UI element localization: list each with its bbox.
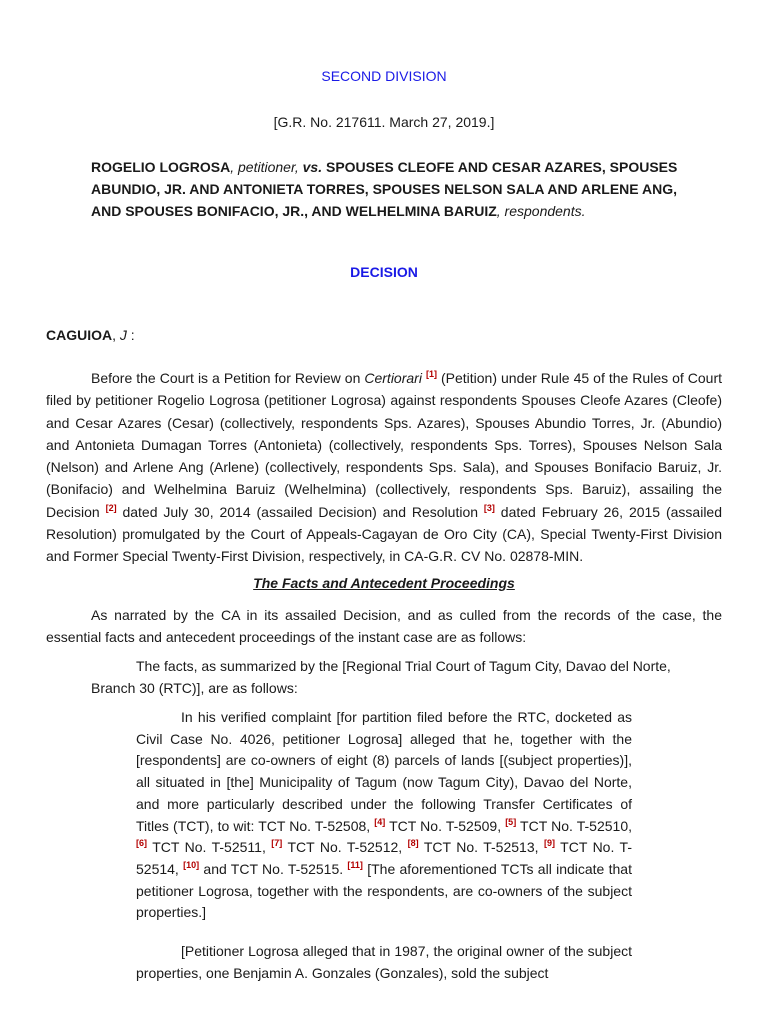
para1-certiorari: Certiorari bbox=[364, 370, 422, 386]
respondents-role: , respondents. bbox=[496, 203, 586, 219]
footnote-link-5[interactable]: [5] bbox=[505, 816, 517, 827]
para1-text-1: Before the Court is a Petition for Review on bbox=[91, 370, 365, 386]
decision-title: DECISION bbox=[350, 264, 418, 280]
quote2-text-1: In his verified complaint [for partition filed before the RTC, docketed as Civil Case No. 4026, petitioner Logrosa] alleged that he, together with the [respondents] are co-owners of eight (8) parcels of lands [(subject properties)], all situated in [the] Municipality of Tagum (now Tagum City), Davao del Norte, and more particularly described under the following Transfer Certificates of Titles (TCT), to wit: TCT No. T-52508, bbox=[136, 709, 632, 834]
footnote-link-9[interactable]: [9] bbox=[543, 838, 555, 849]
para1-text-4: dated February 26, 2015 (assailed Resolution) promulgated by the Court of Appeals-Cagayan de Oro City (CA), Special Twenty-First Division and Former Special Twenty-First Division, respectively, in CA-G.R. CV No. 02878-MIN. bbox=[46, 503, 723, 565]
versus-label: vs. bbox=[302, 159, 323, 175]
quoted-allegation-paragraph bbox=[136, 941, 632, 984]
footnote-link-3[interactable]: [3] bbox=[483, 502, 495, 513]
paragraph-narration bbox=[46, 604, 722, 649]
case-parties bbox=[91, 156, 691, 222]
ponente bbox=[46, 327, 135, 343]
quote2-text-6: TCT No. T-52513, bbox=[418, 839, 544, 856]
footnote-link-8[interactable]: [8] bbox=[407, 838, 419, 849]
petitioner-name: ROGELIO LOGROSA bbox=[91, 159, 231, 175]
footnote-link-4[interactable]: [4] bbox=[374, 816, 386, 827]
ponente-suffix: : bbox=[126, 327, 135, 343]
ponente-title: J bbox=[119, 327, 127, 343]
quoted-complaint-paragraph bbox=[136, 707, 632, 924]
case-number: [G.R. No. 217611. March 27, 2019.] bbox=[273, 114, 495, 130]
para2-text: As narrated by the CA in its assailed Decision, and as culled from the records of the case, the essential facts and antecedent proceedings of the instant case are as follows: bbox=[46, 607, 722, 646]
petitioner-role: , petitioner, bbox=[230, 159, 303, 175]
footnote-link-7[interactable]: [7] bbox=[271, 838, 283, 849]
quote2-text-3: TCT No. T-52510, bbox=[516, 817, 633, 834]
ponente-sep: , bbox=[112, 327, 120, 343]
quote2-text-4: TCT No. T-52511, bbox=[147, 839, 272, 856]
footnote-link-2[interactable]: [2] bbox=[105, 502, 117, 513]
paragraph-intro bbox=[46, 367, 722, 568]
quote2-text-2: TCT No. T-52509, bbox=[385, 817, 506, 834]
section-heading: The Facts and Antecedent Proceedings bbox=[253, 575, 515, 591]
respondents-names: SPOUSES CLEOFE AND CESAR AZARES, SPOUSES ABUNDIO, JR. AND ANTONIETA TORRES, SPOUSES NELSON SALA AND ARLENE ANG, AND SPOUSES BONIFACIO, JR., AND WELHELMINA BARUIZ bbox=[91, 159, 678, 219]
quote2-text-9: [The aforementioned TCTs all indicate that petitioner Logrosa, together with the respondents, are co-owners of the subject properties.] bbox=[136, 860, 632, 921]
footnote-link-1[interactable]: [1] bbox=[425, 369, 437, 379]
footnote-link-6[interactable]: [6] bbox=[136, 838, 147, 849]
para1-text-3: dated July 30, 2014 (assailed Decision) and Resolution bbox=[116, 503, 484, 520]
quote2-text-7: TCT No. T-52514, bbox=[136, 839, 633, 877]
quote2-text-8: and TCT No. T-52515. bbox=[199, 860, 348, 877]
footnote-link-11[interactable]: [11] bbox=[347, 859, 363, 870]
quote1-text: The facts, as summarized by the [Regional Trial Court of Tagum City, Davao del Norte, Branch 30 (RTC)], are as follows: bbox=[91, 658, 671, 696]
quoted-facts-intro bbox=[91, 655, 677, 699]
quote2-text-5: TCT No. T-52512, bbox=[282, 839, 408, 856]
division-heading: SECOND DIVISION bbox=[321, 68, 447, 84]
para1-text-2: (Petition) under Rule 45 of the Rules of Court filed by petitioner Rogelio Logrosa (petitioner Logrosa) against respondents Spouses Cleofe Azares (Cleofe) and Cesar Azares (Cesar) (collectively, respondents Sps. Azares), Spouses Abundio Torres, Jr. (Abundio) and Antonieta Dumagan Torres (Antonieta) (collectively, respondents Sps. Torres), Spouses Nelson Sala (Nelson) and Arlene Ang (Arlene) (collectively, respondents Sps. Sala), and Spouses Bonifacio Baruiz, Jr. (Bonifacio) and Welhelmina Baruiz (Welhelmina) (collectively, respondents Sps. Baruiz), assailing the Decision bbox=[46, 370, 723, 520]
ponente-name: CAGUIOA bbox=[46, 327, 113, 343]
quote3-text: [Petitioner Logrosa alleged that in 1987, the original owner of the subject properties, one Benjamin A. Gonzales (Gonzales), sold the subject bbox=[136, 943, 632, 981]
footnote-link-10[interactable]: [10] bbox=[183, 859, 200, 870]
